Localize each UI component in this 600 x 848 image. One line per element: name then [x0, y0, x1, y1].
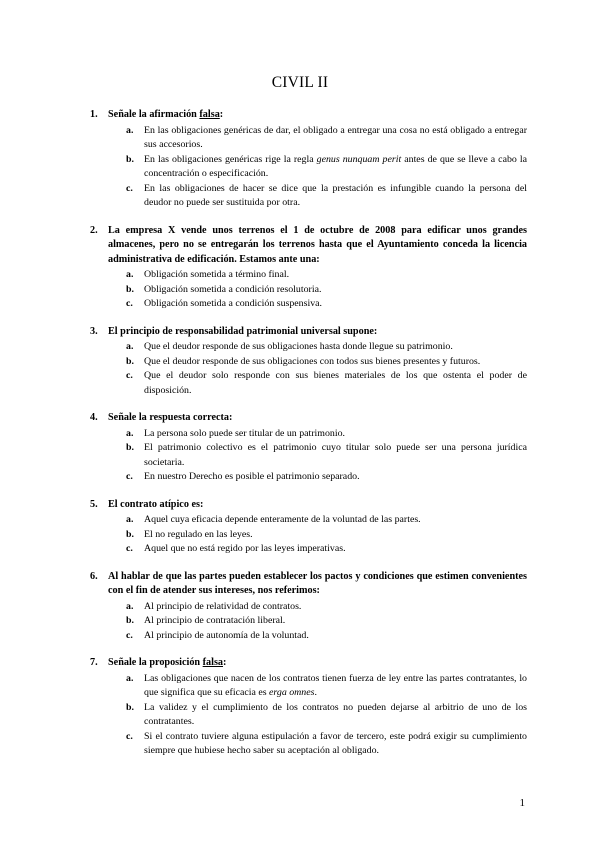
option-b	[126, 701, 527, 730]
option-letter: c.	[126, 629, 133, 641]
option-text: En las obligaciones genéricas de dar, el obligado a entregar una cosa no está obligado a entregar sus accesorios.	[144, 124, 527, 150]
option-b	[126, 528, 527, 543]
option-text: En las obligaciones genéricas rige la regla	[144, 153, 317, 165]
question-number: 7.	[90, 657, 98, 668]
options-list	[126, 600, 527, 644]
option-text: Que el deudor responde de sus obligaciones hasta donde llegue su patrimonio.	[144, 341, 453, 352]
option-a	[126, 672, 527, 701]
option-letter: b.	[126, 701, 134, 713]
question-2	[90, 224, 527, 312]
question-text-part: Señale la proposición	[108, 657, 203, 668]
option-letter: c.	[126, 298, 133, 309]
option-a	[126, 513, 527, 528]
option-c	[126, 369, 527, 398]
option-text: Que el deudor responde de sus obligaciones con todos sus bienes presentes y futuros.	[144, 355, 481, 367]
question-text-part: El contrato atípico es:	[108, 498, 204, 510]
option-letter: c.	[126, 182, 133, 194]
option-b	[126, 153, 527, 182]
question-text	[108, 224, 527, 268]
question-number: 2.	[90, 224, 98, 236]
question-number: 6.	[90, 570, 98, 582]
question-text	[108, 656, 527, 671]
underlined-word: falsa	[202, 657, 224, 668]
option-text: Al principio de autonomía de la voluntad.	[144, 629, 309, 641]
option-b	[126, 355, 527, 370]
question-text	[108, 325, 527, 340]
option-text: Que el deudor solo responde con sus bienes materiales de los que ostenta el poder de disposición.	[144, 370, 527, 396]
option-letter: a.	[126, 341, 134, 352]
question-text-part: :	[223, 657, 227, 668]
question-4	[90, 411, 527, 485]
option-letter: a.	[126, 514, 134, 525]
option-letter: b.	[126, 283, 134, 295]
page-title: CIVIL II	[271, 74, 329, 91]
option-text: Obligación sometida a condición resolutoria.	[144, 283, 322, 295]
option-c	[126, 629, 527, 644]
options-list	[126, 124, 527, 211]
question-7	[90, 656, 527, 759]
question-text	[108, 108, 527, 123]
option-text: Las obligaciones que nacen de los contratos tienen fuerza de ley entre las partes contratantes, lo que significa que su eficacia es	[144, 672, 527, 698]
question-number: 5.	[90, 498, 98, 510]
option-b	[126, 614, 527, 629]
option-italic-text: erga omnes	[269, 687, 315, 698]
option-text: .	[314, 687, 317, 698]
question-number: 1.	[90, 109, 98, 120]
option-text: Aquel que no está regido por las leyes imperativas.	[144, 543, 346, 554]
option-text: En nuestro Derecho es posible el patrimonio separado.	[144, 471, 360, 482]
question-text	[108, 570, 527, 599]
option-a	[126, 268, 527, 283]
question-5	[90, 498, 527, 557]
option-letter: c.	[126, 730, 133, 742]
option-a	[126, 427, 527, 442]
option-c	[126, 542, 527, 557]
option-italic-text: genus nunquam perit	[316, 153, 402, 165]
option-c	[126, 730, 527, 759]
question-text	[108, 498, 527, 513]
question-text-part: La empresa X vende unos terrenos el 1 de octubre de 2008 para edificar unos grandes almacenes, pero no se entregarán los terrenos hasta que el Ayuntamiento conceda la licencia administrativa de edificación. Estamos ante una:	[108, 224, 527, 265]
question-text-part: Al hablar de que las partes pueden establecer los pactos y condiciones que estimen convenientes con el fin de atender sus intereses, nos referimos:	[108, 570, 527, 596]
option-text: Al principio de relatividad de contratos.	[144, 600, 302, 612]
option-letter: a.	[126, 600, 134, 612]
option-a	[126, 124, 527, 153]
question-text	[108, 411, 527, 426]
option-a	[126, 600, 527, 615]
option-text: Obligación sometida a término final.	[144, 269, 290, 280]
options-list	[126, 427, 527, 485]
option-letter: c.	[126, 543, 133, 554]
option-letter: b.	[126, 442, 134, 453]
question-text-part: Señale la respuesta correcta:	[108, 412, 233, 423]
options-list	[126, 672, 527, 759]
question-text-part: El principio de responsabilidad patrimonial universal supone:	[108, 325, 378, 337]
option-text: El no regulado en las leyes.	[144, 528, 253, 540]
option-c	[126, 297, 527, 312]
options-list	[126, 340, 527, 398]
option-letter: a.	[126, 672, 134, 684]
option-a	[126, 340, 527, 355]
options-list	[126, 513, 527, 557]
option-c	[126, 470, 527, 485]
option-letter: a.	[126, 427, 134, 439]
underlined-word: falsa	[199, 109, 220, 120]
question-3	[90, 325, 527, 399]
question-text-part: Señale la afirmación	[108, 109, 200, 120]
question-6	[90, 570, 527, 644]
option-text: Obligación sometida a condición suspensiva.	[144, 298, 322, 309]
options-list	[126, 268, 527, 312]
question-number: 3.	[90, 325, 98, 337]
option-letter: a.	[126, 269, 134, 280]
option-text: En las obligaciones de hacer se dice que la prestación es infungible cuando la persona del deudor no puede ser sustituida por otra.	[144, 182, 527, 208]
option-text: La validez y el cumplimiento de los contratos no pueden dejarse al arbitrio de uno de los contratantes.	[144, 701, 527, 727]
option-text: Al principio de contratación liberal.	[144, 615, 286, 626]
question-text-part: :	[219, 109, 224, 120]
option-text: Si el contrato tuviere alguna estipulación a favor de tercero, este podrá exigir su cumplimiento siempre que hubiese hecho saber su aceptación al obligado.	[144, 730, 527, 756]
option-b	[126, 283, 527, 298]
option-letter: b.	[126, 615, 134, 626]
page-number: 1	[519, 797, 525, 809]
question-number: 4.	[90, 412, 98, 423]
option-letter: c.	[126, 471, 133, 482]
option-letter: c.	[126, 370, 133, 381]
question-1	[90, 108, 527, 211]
option-text: antes de que se lleve a cabo la concentración o especificación.	[144, 153, 527, 179]
option-letter: a.	[126, 124, 134, 136]
option-text: La persona solo puede ser titular de un patrimonio.	[144, 427, 346, 439]
option-text: El patrimonio colectivo es el patrimonio cuyo titular solo puede ser una persona jurídica societaria.	[144, 442, 527, 468]
option-letter: b.	[126, 528, 134, 540]
option-b	[126, 441, 527, 470]
option-c	[126, 182, 527, 211]
option-letter: b.	[126, 355, 134, 367]
option-text: Aquel cuya eficacia depende enteramente de la voluntad de las partes.	[144, 514, 421, 525]
question-list	[90, 108, 527, 772]
option-letter: b.	[126, 153, 134, 165]
